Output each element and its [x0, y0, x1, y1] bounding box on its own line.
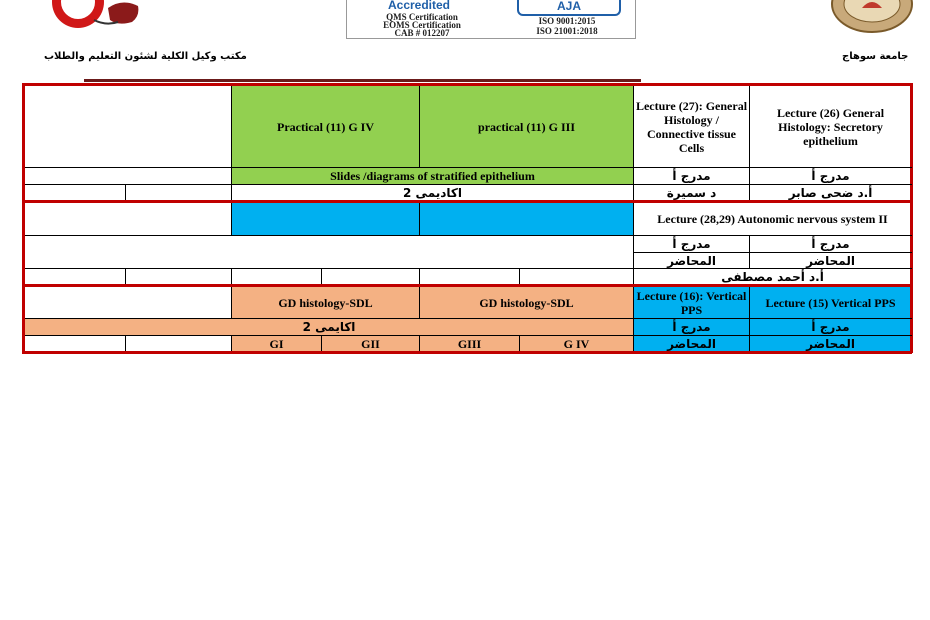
faculty-logo [48, 0, 144, 30]
tuesday-lecture-26: Lecture (26) General Histology: Secretory epithelium [750, 85, 912, 168]
tuesday-hall-b: مدرج أ [634, 168, 750, 185]
header-divider [84, 79, 641, 82]
cert-line-1: QMS Certification [386, 12, 458, 22]
empty-cell [24, 202, 232, 236]
cert-line-2: EOMS Certification [383, 20, 461, 30]
empty-cell [126, 269, 232, 286]
wednesday-lecturer: أ.د أحمد مصطفى [634, 269, 912, 286]
university-seal [828, 0, 916, 34]
wednesday-lecture-28-29: Lecture (28,29) Autonomic nervous system II [634, 202, 912, 236]
tuesday-lecture-27: Lecture (27): General Histology / Connective tissue Cells [634, 85, 750, 168]
tuesday-main-row [24, 85, 912, 168]
empty-cell [24, 336, 126, 353]
wednesday-hall-b: مدرج أ [634, 236, 750, 253]
thursday-main-row [24, 286, 912, 319]
thursday-group-row [24, 336, 912, 353]
thursday-hall-b: مدرج أ [634, 319, 750, 336]
tuesday-lecturer-a: أ.د ضحى صابر [750, 185, 912, 202]
tuesday-practical-g3: practical (11) G III [420, 85, 634, 168]
empty-cell [24, 269, 126, 286]
wednesday-main-row [24, 202, 912, 236]
empty-cell [520, 269, 634, 286]
thursday-lecture-16: Lecture (16): Vertical PPS [634, 286, 750, 319]
tuesday-practical-g4: Practical (11) G IV [232, 85, 420, 168]
group-g3: GIII [420, 336, 520, 353]
iso-line-1: ISO 9001:2015 [538, 16, 596, 26]
wednesday-slot-2 [420, 202, 634, 236]
group-g1: GI [232, 336, 322, 353]
cert-line-3: CAB # 012207 [394, 28, 450, 38]
wednesday-lecturer-row [24, 269, 912, 286]
thursday-hall-a: مدرج أ [750, 319, 912, 336]
group-g2: GII [322, 336, 420, 353]
empty-cell [126, 336, 232, 353]
tuesday-slides: Slides /diagrams of stratified epithelium [232, 168, 634, 185]
thursday-lecturer-label-a: المحاضر [750, 336, 912, 353]
iso-line-2: ISO 21001:2018 [536, 26, 598, 36]
tuesday-lecturer-row [24, 185, 912, 202]
tuesday-lecturer-b: د سميرة [634, 185, 750, 202]
university-name: جامعة سوهاج [842, 51, 909, 62]
office-title: مكتب وكيل الكلية لشئون التعليم والطلاب [44, 51, 247, 62]
wednesday-hall-row [24, 236, 912, 253]
empty-cell [24, 85, 232, 168]
accredited-label: Accredited [387, 0, 451, 12]
aja-logo: AJA [517, 0, 621, 16]
certification-banner [346, 0, 636, 39]
group-g4: G IV [520, 336, 634, 353]
thursday-academy: اكايمى 2 [24, 319, 634, 336]
empty-cell [24, 168, 232, 185]
thursday-hall-row [24, 319, 912, 336]
thursday-lecturer-label-b: المحاضر [634, 336, 750, 353]
empty-cell [322, 269, 420, 286]
empty-cell [126, 185, 232, 202]
thursday-lecture-15: Lecture (15) Vertical PPS [750, 286, 912, 319]
wednesday-lecturer-label-b: المحاضر [634, 253, 750, 269]
wednesday-lecturer-label-a: المحاضر [750, 253, 912, 269]
empty-cell [24, 185, 126, 202]
schedule-table [22, 83, 913, 354]
empty-cell [232, 269, 322, 286]
thursday-sdl-b: GD histology-SDL [232, 286, 420, 319]
empty-cell [24, 236, 634, 269]
tuesday-hall-a: مدرج أ [750, 168, 912, 185]
empty-cell [420, 269, 520, 286]
wednesday-slot-1 [232, 202, 420, 236]
thursday-sdl-a: GD histology-SDL [420, 286, 634, 319]
tuesday-academy: اكاديمى 2 [232, 185, 634, 202]
tuesday-hall-row [24, 168, 912, 185]
empty-cell [24, 286, 232, 319]
wednesday-hall-a: مدرج أ [750, 236, 912, 253]
